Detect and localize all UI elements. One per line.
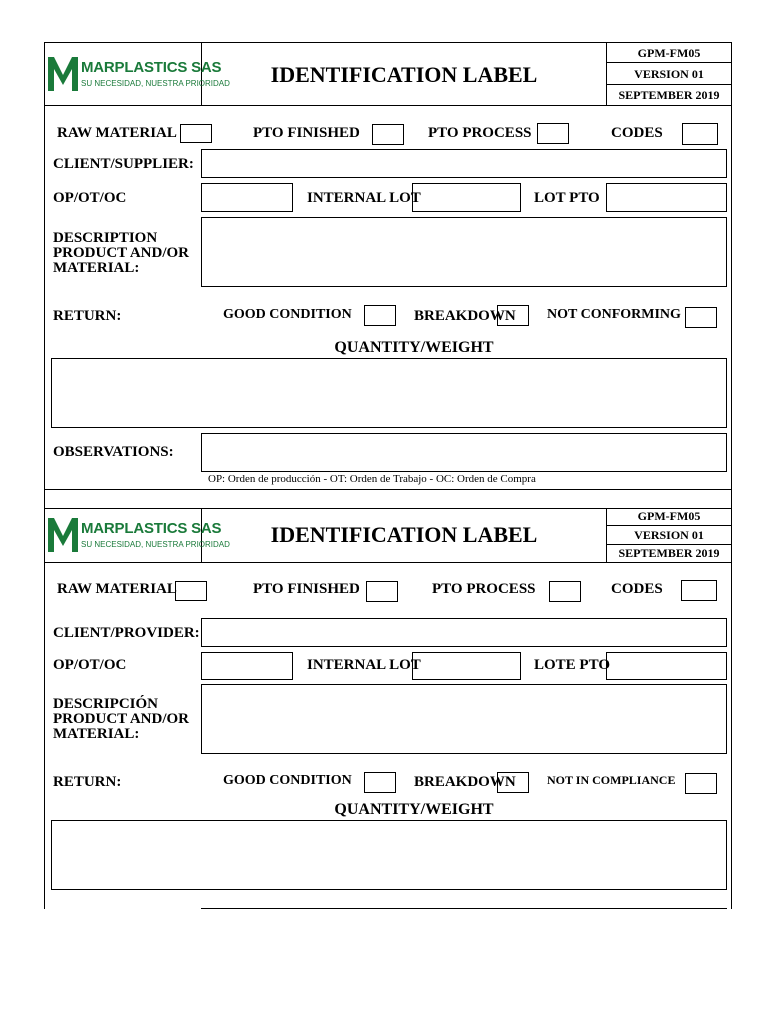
raw-material-label: RAW MATERIAL: [57, 581, 177, 597]
form-code: GPM-FM05: [637, 46, 701, 60]
frame-left-2: [44, 489, 45, 909]
pto-finished-label: PTO FINISHED: [253, 125, 360, 141]
form-date: SEPTEMBER 2019: [618, 88, 720, 102]
description-line-3: MATERIAL:: [53, 726, 140, 742]
good-condition-label: GOOD CONDITION: [223, 773, 352, 788]
codes-label: CODES: [611, 125, 663, 141]
brand-name: MARPLASTICS SAS: [81, 59, 222, 76]
pto-process-label: PTO PROCESS: [432, 581, 536, 597]
internal-lot-field[interactable]: [412, 652, 521, 680]
client-supplier-label: CLIENT/SUPPLIER:: [53, 156, 194, 172]
description-line-1: DESCRIPCIÓN: [53, 696, 159, 712]
raw-material-label: RAW MATERIAL: [57, 125, 177, 141]
description-line-2: PRODUCT AND/OR: [53, 245, 189, 261]
meta-sep-2: [606, 84, 732, 85]
marplastics-logo-icon: [48, 516, 78, 552]
op-ot-oc-label: OP/OT/OC: [53, 657, 127, 673]
return-label: RETURN:: [53, 308, 122, 324]
not-in-compliance-checkbox[interactable]: [685, 773, 717, 794]
raw-material-checkbox[interactable]: [180, 124, 212, 143]
not-conforming-label: NOT CONFORMING: [547, 307, 681, 322]
internal-lot-label: INTERNAL LOT: [307, 190, 421, 206]
internal-lot-label: INTERNAL LOT: [307, 657, 421, 673]
frame-top: [44, 42, 732, 43]
op-ot-oc-label: OP/OT/OC: [53, 190, 127, 206]
codes-checkbox[interactable]: [681, 580, 717, 601]
description-line-1: DESCRIPTION: [53, 230, 158, 246]
good-condition-label: GOOD CONDITION: [223, 307, 352, 322]
form-title: IDENTIFICATION LABEL: [270, 62, 538, 87]
lote-pto-field[interactable]: [606, 652, 727, 680]
quantity-weight-field[interactable]: [51, 358, 727, 428]
frame-top-2: [44, 508, 732, 509]
breakdown-label: BREAKDOWN: [414, 308, 516, 324]
client-supplier-field[interactable]: [201, 149, 727, 178]
pto-finished-checkbox[interactable]: [366, 581, 398, 602]
marplastics-logo-icon: [48, 55, 78, 91]
good-condition-checkbox[interactable]: [364, 305, 396, 326]
pto-process-label: PTO PROCESS: [428, 125, 532, 141]
description-label: [53, 697, 189, 742]
good-condition-checkbox[interactable]: [364, 772, 396, 793]
header-divider: [44, 105, 732, 106]
pto-process-checkbox[interactable]: [537, 123, 569, 144]
brand-name: MARPLASTICS SAS: [81, 520, 222, 537]
meta-sep-2-2: [606, 544, 732, 545]
description-label: [53, 231, 189, 276]
client-provider-label: CLIENT/PROVIDER:: [53, 625, 200, 641]
breakdown-label: BREAKDOWN: [414, 774, 516, 790]
internal-lot-field[interactable]: [412, 183, 521, 212]
brand-tagline: SU NECESIDAD, NUESTRA PRIORIDAD: [81, 540, 230, 549]
observations-field[interactable]: [201, 433, 727, 472]
pto-finished-label: PTO FINISHED: [253, 581, 360, 597]
observations-field-edge: [201, 908, 727, 909]
client-provider-field[interactable]: [201, 618, 727, 647]
form-date: SEPTEMBER 2019: [618, 546, 720, 560]
pto-finished-checkbox[interactable]: [372, 124, 404, 145]
quantity-weight-label: QUANTITY/WEIGHT: [334, 339, 494, 356]
breakdown-checkbox[interactable]: [497, 305, 529, 326]
quantity-weight-field[interactable]: [51, 820, 727, 890]
form-version: VERSION 01: [634, 67, 704, 81]
header-divider-2: [44, 562, 732, 563]
not-conforming-checkbox[interactable]: [685, 307, 717, 328]
description-field[interactable]: [201, 217, 727, 287]
codes-checkbox[interactable]: [682, 123, 718, 145]
description-line-3: MATERIAL:: [53, 260, 140, 276]
op-ot-oc-field[interactable]: [201, 183, 293, 212]
brand-tagline: SU NECESIDAD, NUESTRA PRIORIDAD: [81, 79, 230, 88]
meta-sep-1: [606, 62, 732, 63]
description-field[interactable]: [201, 684, 727, 754]
frame-right: [731, 42, 732, 510]
form-code: GPM-FM05: [637, 509, 701, 523]
lote-pto-label: LOTE PTO: [534, 657, 610, 673]
quantity-weight-label: QUANTITY/WEIGHT: [334, 801, 494, 818]
pto-process-checkbox[interactable]: [549, 581, 581, 602]
breakdown-checkbox[interactable]: [497, 772, 529, 793]
codes-label: CODES: [611, 581, 663, 597]
raw-material-checkbox[interactable]: [175, 581, 207, 601]
not-in-compliance-label: NOT IN COMPLIANCE: [547, 773, 676, 787]
return-label: RETURN:: [53, 774, 122, 790]
footnote: OP: Orden de producción - OT: Orden de Trabajo - OC: Orden de Compra: [208, 473, 536, 485]
observations-label: OBSERVATIONS:: [53, 444, 174, 460]
lot-pto-label: LOT PTO: [534, 190, 600, 206]
lot-pto-field[interactable]: [606, 183, 727, 212]
form-version: VERSION 01: [634, 528, 704, 542]
form-title: IDENTIFICATION LABEL: [270, 522, 538, 547]
meta-sep-2-1: [606, 525, 732, 526]
op-ot-oc-field[interactable]: [201, 652, 293, 680]
frame-left: [44, 42, 45, 510]
frame-bottom: [44, 489, 732, 490]
description-line-2: PRODUCT AND/OR: [53, 711, 189, 727]
